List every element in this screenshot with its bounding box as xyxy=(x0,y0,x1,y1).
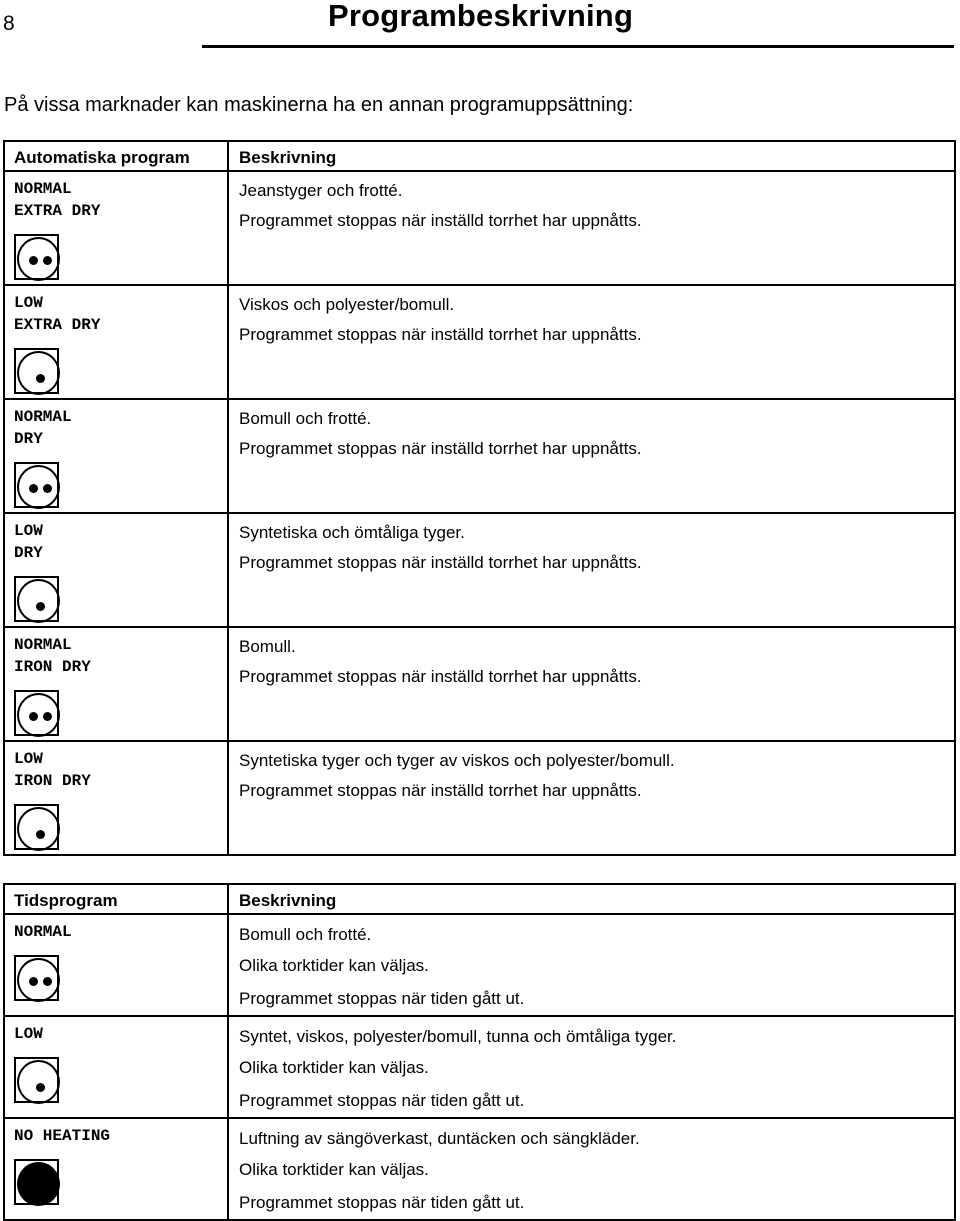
description-line: Syntetiska och ömtåliga tyger. xyxy=(239,523,465,542)
table-row xyxy=(4,627,955,741)
circle-icon xyxy=(17,237,60,281)
circle-icon xyxy=(17,958,60,1002)
program-cell xyxy=(4,171,228,285)
program-name: NORMAL EXTRA DRY xyxy=(14,180,101,220)
description-line: Programmet stoppas när inställd torrhet har uppnåtts. xyxy=(239,781,642,800)
dot-icon xyxy=(43,256,52,265)
description-line: Luftning av sängöverkast, duntäcken och sängkläder. xyxy=(239,1129,640,1148)
table-row xyxy=(4,914,955,1016)
two-dots-symbol-icon xyxy=(14,234,59,280)
description-line: Syntetiska tyger och tyger av viskos och polyester/bomull. xyxy=(239,751,675,770)
description-line: Olika torktider kan väljas. xyxy=(239,956,429,975)
program-name: LOW DRY xyxy=(14,522,43,562)
dot-icon xyxy=(29,712,38,721)
program-cell xyxy=(4,1118,228,1220)
timed-programs-table xyxy=(3,883,956,1221)
description-line: Programmet stoppas när tiden gått ut. xyxy=(239,989,525,1008)
table-row xyxy=(4,741,955,855)
dot-icon xyxy=(36,374,45,383)
page-title: Programbeskrivning xyxy=(328,0,634,33)
dot-icon xyxy=(43,712,52,721)
circle-icon xyxy=(17,807,60,851)
table-row xyxy=(4,1118,955,1220)
column-header-description: Beskrivning xyxy=(228,141,955,171)
program-cell xyxy=(4,741,228,855)
description-line: Programmet stoppas när tiden gått ut. xyxy=(239,1193,525,1212)
circle-icon xyxy=(17,1060,60,1104)
two-dots-symbol-icon xyxy=(14,955,59,1001)
title-rule xyxy=(202,45,954,48)
description-line: Olika torktider kan väljas. xyxy=(239,1160,429,1179)
circle-icon xyxy=(17,693,60,737)
dot-icon xyxy=(36,830,45,839)
dot-icon xyxy=(29,484,38,493)
program-cell xyxy=(4,914,228,1016)
description-cell xyxy=(228,914,955,1016)
description-line: Programmet stoppas när tiden gått ut. xyxy=(239,1091,525,1110)
dot-icon xyxy=(29,977,38,986)
program-cell xyxy=(4,1016,228,1118)
table-row xyxy=(4,1016,955,1118)
two-dots-symbol-icon xyxy=(14,690,59,736)
column-header-description: Beskrivning xyxy=(228,884,955,914)
dot-icon xyxy=(36,602,45,611)
description-line: Bomull. xyxy=(239,637,296,656)
program-cell xyxy=(4,285,228,399)
program-cell xyxy=(4,627,228,741)
program-name: NO HEATING xyxy=(14,1127,111,1145)
circle-icon xyxy=(17,1162,60,1206)
one-dot-symbol-icon xyxy=(14,576,59,622)
table-row xyxy=(4,171,955,285)
description-line: Jeanstyger och frotté. xyxy=(239,181,403,200)
automatic-programs-table xyxy=(3,140,956,856)
page-number: 8 xyxy=(3,12,15,35)
description-line: Programmet stoppas när inställd torrhet har uppnåtts. xyxy=(239,211,642,230)
one-dot-symbol-icon xyxy=(14,348,59,394)
description-line: Programmet stoppas när inställd torrhet har uppnåtts. xyxy=(239,553,642,572)
description-cell xyxy=(228,171,955,285)
circle-icon xyxy=(17,579,60,623)
program-name: NORMAL DRY xyxy=(14,408,72,448)
one-dot-symbol-icon xyxy=(14,1057,59,1103)
solid-circle-symbol-icon xyxy=(14,1159,59,1205)
dot-icon xyxy=(29,256,38,265)
description-line: Syntet, viskos, polyester/bomull, tunna och ömtåliga tyger. xyxy=(239,1027,677,1046)
description-line: Bomull och frotté. xyxy=(239,925,372,944)
program-name: NORMAL xyxy=(14,923,72,941)
description-line: Bomull och frotté. xyxy=(239,409,372,428)
description-cell xyxy=(228,741,955,855)
circle-icon xyxy=(17,351,60,395)
description-line: Programmet stoppas när inställd torrhet har uppnåtts. xyxy=(239,667,642,686)
program-name: LOW EXTRA DRY xyxy=(14,294,101,334)
program-name: LOW xyxy=(14,1025,43,1043)
table-row xyxy=(4,513,955,627)
description-cell xyxy=(228,285,955,399)
table-row xyxy=(4,399,955,513)
program-cell xyxy=(4,513,228,627)
description-cell xyxy=(228,627,955,741)
one-dot-symbol-icon xyxy=(14,804,59,850)
dot-icon xyxy=(43,977,52,986)
description-cell xyxy=(228,399,955,513)
column-header-program: Tidsprogram xyxy=(4,884,228,914)
two-dots-symbol-icon xyxy=(14,462,59,508)
description-line: Olika torktider kan väljas. xyxy=(239,1058,429,1077)
description-line: Programmet stoppas när inställd torrhet har uppnåtts. xyxy=(239,325,642,344)
circle-icon xyxy=(17,465,60,509)
description-cell xyxy=(228,1016,955,1118)
description-line: Programmet stoppas när inställd torrhet har uppnåtts. xyxy=(239,439,642,458)
dot-icon xyxy=(43,484,52,493)
column-header-program: Automatiska program xyxy=(4,141,228,171)
program-cell xyxy=(4,399,228,513)
program-name: NORMAL IRON DRY xyxy=(14,636,91,676)
table-row xyxy=(4,285,955,399)
program-name: LOW IRON DRY xyxy=(14,750,91,790)
intro-text: På vissa marknader kan maskinerna ha en annan programuppsättning: xyxy=(4,94,634,116)
description-cell xyxy=(228,1118,955,1220)
description-line: Viskos och polyester/bomull. xyxy=(239,295,455,314)
description-cell xyxy=(228,513,955,627)
dot-icon xyxy=(36,1083,45,1092)
